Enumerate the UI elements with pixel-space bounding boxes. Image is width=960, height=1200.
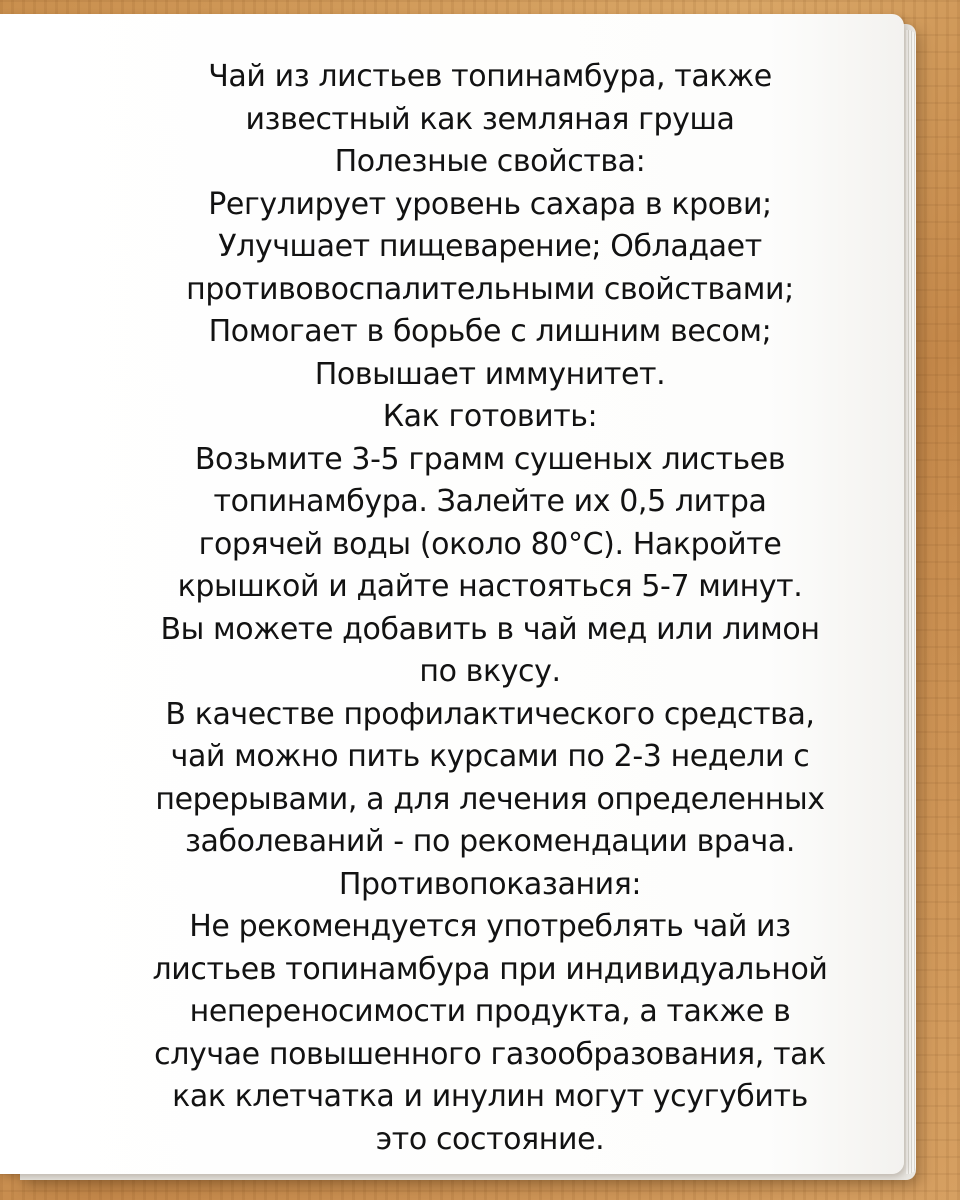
text-line: листьев топинамбура при индивидуальной xyxy=(152,951,828,987)
text-line: Улучшает пищеварение; Обладает xyxy=(218,229,762,264)
section-heading-contraindications: Противопоказания: xyxy=(338,866,642,902)
text-line: крышкой и дайте настояться 5-7 минут. xyxy=(177,569,803,604)
section-heading-properties: Полезные свойства: xyxy=(334,144,646,179)
text-line: заболеваний - по рекомендации врача. xyxy=(184,824,795,859)
text-line: противовоспалительными свойствами; xyxy=(186,271,794,307)
text-line: Возьмите 3-5 грамм сушеных листьев xyxy=(194,441,786,477)
text-line: Повышает иммунитет. xyxy=(314,356,666,392)
text-line: Регулирует уровень сахара в крови; xyxy=(208,186,772,222)
text-line: непереносимости продукта, а также в xyxy=(189,994,791,1029)
text-line: случае повышенного газообразования, так xyxy=(154,1036,826,1072)
document-text xyxy=(40,56,940,1161)
text-line: это состояние. xyxy=(375,1121,605,1157)
text-line: как клетчатка и инулин могут усугубить xyxy=(172,1079,808,1114)
text-line: В качестве профилактического средства, xyxy=(165,696,815,732)
text-line: известный как земляная груша xyxy=(245,101,735,137)
text-line: по вкусу. xyxy=(419,654,561,689)
text-line: Помогает в борьбе с лишним весом; xyxy=(208,314,772,349)
text-line: Не рекомендуется употреблять чай из xyxy=(189,909,791,944)
text-line: Вы можете добавить в чай мед или лимон xyxy=(160,611,820,647)
text-line: перерывами, а для лечения определенных xyxy=(155,781,825,817)
section-heading-how-to-cook: Как готовить: xyxy=(382,399,598,434)
text-line: чай можно пить курсами по 2-3 недели с xyxy=(170,739,810,774)
text-line: Чай из листьев топинамбура, также xyxy=(208,59,772,94)
text-line: горячей воды (около 80°С). Накройте xyxy=(198,526,782,562)
text-line: топинамбура. Залейте их 0,5 литра xyxy=(213,484,767,519)
